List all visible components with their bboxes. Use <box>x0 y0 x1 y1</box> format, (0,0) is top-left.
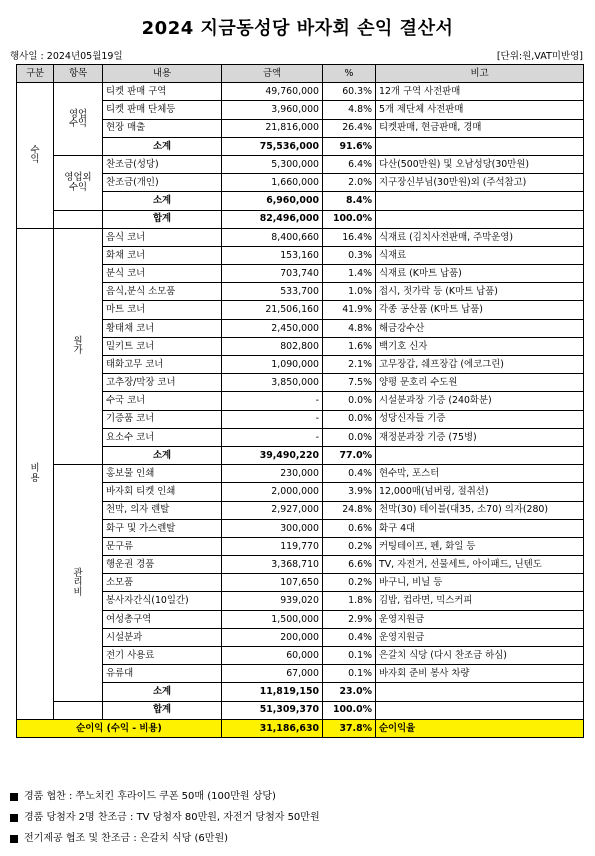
item-remark: 재정분과장 기증 (75병) <box>376 428 584 446</box>
subtotal-percent: 91.6% <box>323 137 376 155</box>
income-subtotal-row <box>17 192 584 210</box>
cost-row <box>17 337 584 355</box>
group-sales: 영업 수익 <box>54 83 103 156</box>
admin-subtotal-row <box>17 683 584 701</box>
note-item <box>10 828 320 849</box>
table-header <box>17 65 584 83</box>
admin-row <box>17 556 584 574</box>
item-percent: 1.0% <box>323 283 376 301</box>
item-percent: 60.3% <box>323 83 376 101</box>
cost-row <box>17 228 584 246</box>
income-row <box>17 83 584 101</box>
item-amount: 533,700 <box>222 283 323 301</box>
item-name: 홍보물 인쇄 <box>103 465 222 483</box>
expense-total-row <box>17 701 584 719</box>
item-remark: 각종 공산품 (K마트 납품) <box>376 301 584 319</box>
item-percent: 3.9% <box>323 483 376 501</box>
item-remark: 다산(500만원) 및 오남성당(30만원) <box>376 155 584 173</box>
subtotal-remark <box>376 446 584 464</box>
item-amount: 153,160 <box>222 246 323 264</box>
note-text: 전기제공 협조 및 찬조금 : 은갈치 식당 (6만원) <box>24 833 229 844</box>
item-percent: 6.4% <box>323 155 376 173</box>
item-amount: 3,960,000 <box>222 101 323 119</box>
profit-amount: 31,186,630 <box>222 719 323 737</box>
subtotal-remark <box>376 137 584 155</box>
total-percent: 100.0% <box>323 210 376 228</box>
total-percent: 100.0% <box>323 701 376 719</box>
item-percent: 0.1% <box>323 665 376 683</box>
admin-row <box>17 537 584 555</box>
admin-row <box>17 610 584 628</box>
subtotal-label: 소계 <box>103 192 222 210</box>
section-income: 수 익 <box>17 83 54 229</box>
item-name: 티켓 판매 구역 <box>103 83 222 101</box>
subtotal-amount: 11,819,150 <box>222 683 323 701</box>
cost-row <box>17 301 584 319</box>
item-name: 화채 코너 <box>103 246 222 264</box>
admin-row <box>17 574 584 592</box>
item-percent: 24.8% <box>323 501 376 519</box>
total-label: 합계 <box>103 210 222 228</box>
subtotal-amount: 39,490,220 <box>222 446 323 464</box>
item-amount: 67,000 <box>222 665 323 683</box>
item-remark: 김밥, 컵라면, 믹스커피 <box>376 592 584 610</box>
item-remark: 시설분과장 기증 (240화분) <box>376 392 584 410</box>
subtotal-percent: 77.0% <box>323 446 376 464</box>
item-remark: 고무장갑, 쉐프장갑 (에코그린) <box>376 356 584 374</box>
item-amount: 230,000 <box>222 465 323 483</box>
item-name: 시설분과 <box>103 628 222 646</box>
total-remark <box>376 210 584 228</box>
bullet-square-icon <box>10 814 18 822</box>
income-row <box>17 155 584 173</box>
item-remark: 지구장신부님(30만원)외 (주석참고) <box>376 174 584 192</box>
item-percent: 0.0% <box>323 392 376 410</box>
item-amount: 1,660,000 <box>222 174 323 192</box>
item-name: 음식 코너 <box>103 228 222 246</box>
item-amount: - <box>222 428 323 446</box>
item-percent: 4.8% <box>323 101 376 119</box>
item-remark: 커팅테이프, 펜, 화일 등 <box>376 537 584 555</box>
net-profit-row <box>17 719 584 737</box>
item-name: 천막, 의자 렌탈 <box>103 501 222 519</box>
item-name: 행운권 경품 <box>103 556 222 574</box>
item-amount: 2,000,000 <box>222 483 323 501</box>
item-percent: 0.4% <box>323 465 376 483</box>
admin-row <box>17 592 584 610</box>
admin-row <box>17 501 584 519</box>
item-percent: 0.6% <box>323 519 376 537</box>
profit-remark: 순이익율 <box>376 719 584 737</box>
item-remark: 티켓판매, 현금판매, 경매 <box>376 119 584 137</box>
group-cost: 원 가 <box>54 228 103 464</box>
item-remark: 12,000매(넘버링, 절취선) <box>376 483 584 501</box>
item-name: 음식,분식 소모품 <box>103 283 222 301</box>
item-name: 기증품 코너 <box>103 410 222 428</box>
item-remark: 현수막, 포스터 <box>376 465 584 483</box>
settlement-table <box>16 64 584 738</box>
item-remark: 바구니, 비닐 등 <box>376 574 584 592</box>
item-remark: 해금강수산 <box>376 319 584 337</box>
item-name: 찬조금(개인) <box>103 174 222 192</box>
income-row <box>17 174 584 192</box>
item-name: 황태채 코너 <box>103 319 222 337</box>
cost-row <box>17 356 584 374</box>
subtotal-remark <box>376 192 584 210</box>
subtotal-percent: 23.0% <box>323 683 376 701</box>
income-total-row <box>17 210 584 228</box>
subtotal-label: 소계 <box>103 683 222 701</box>
item-amount: 2,450,000 <box>222 319 323 337</box>
item-amount: 939,020 <box>222 592 323 610</box>
column-header: 구분 <box>17 65 54 83</box>
footnotes <box>10 786 320 849</box>
item-name: 화구 및 가스렌탈 <box>103 519 222 537</box>
admin-row <box>17 465 584 483</box>
item-amount: - <box>222 410 323 428</box>
item-remark: TV, 자전거, 선물세트, 아이패드, 닌텐도 <box>376 556 584 574</box>
subtotal-percent: 8.4% <box>323 192 376 210</box>
item-amount: 60,000 <box>222 647 323 665</box>
item-name: 티켓 판매 단체등 <box>103 101 222 119</box>
item-remark: 접시, 젓가락 등 (K마트 납품) <box>376 283 584 301</box>
item-amount: 8,400,660 <box>222 228 323 246</box>
page-title: 2024 지금동성당 바자회 손익 결산서 <box>141 18 454 39</box>
item-name: 분식 코너 <box>103 265 222 283</box>
total-spacer <box>54 210 103 228</box>
item-percent: 16.4% <box>323 228 376 246</box>
cost-row <box>17 374 584 392</box>
subtotal-amount: 75,536,000 <box>222 137 323 155</box>
item-remark: 은갈치 식당 (다시 찬조금 하심) <box>376 647 584 665</box>
section-expense: 비 용 <box>17 228 54 719</box>
total-amount: 51,309,370 <box>222 701 323 719</box>
item-percent: 41.9% <box>323 301 376 319</box>
item-name: 바자회 티켓 인쇄 <box>103 483 222 501</box>
item-name: 밀키트 코너 <box>103 337 222 355</box>
item-amount: 107,650 <box>222 574 323 592</box>
item-amount: 3,368,710 <box>222 556 323 574</box>
item-remark: 성당신자들 기증 <box>376 410 584 428</box>
income-row <box>17 101 584 119</box>
note-item <box>10 786 320 807</box>
item-amount: 300,000 <box>222 519 323 537</box>
item-percent: 6.6% <box>323 556 376 574</box>
item-remark: 운영지원금 <box>376 610 584 628</box>
profit-percent: 37.8% <box>323 719 376 737</box>
cost-subtotal-row <box>17 446 584 464</box>
item-percent: 0.4% <box>323 628 376 646</box>
note-text: 경품 당첨자 2명 찬조금 : TV 당첨자 80만원, 자전거 당첨자 50만원 <box>24 812 320 823</box>
subtotal-remark <box>376 683 584 701</box>
subtotal-amount: 6,960,000 <box>222 192 323 210</box>
item-name: 찬조금(성당) <box>103 155 222 173</box>
profit-label: 순이익 (수익 - 비용) <box>17 719 222 737</box>
item-amount: 21,816,000 <box>222 119 323 137</box>
item-percent: 2.0% <box>323 174 376 192</box>
item-percent: 0.0% <box>323 428 376 446</box>
column-header: 항목 <box>54 65 103 83</box>
income-row <box>17 119 584 137</box>
cost-row <box>17 246 584 264</box>
event-date: 행사일 : 2024년05월19일 <box>10 51 123 62</box>
item-amount: 49,760,000 <box>222 83 323 101</box>
column-header: 비고 <box>376 65 584 83</box>
item-percent: 0.1% <box>323 647 376 665</box>
item-percent: 26.4% <box>323 119 376 137</box>
bullet-square-icon <box>10 793 18 801</box>
item-amount: 2,927,000 <box>222 501 323 519</box>
item-name: 여성총구역 <box>103 610 222 628</box>
admin-row <box>17 519 584 537</box>
item-name: 소모품 <box>103 574 222 592</box>
item-remark: 5개 제단체 사전판매 <box>376 101 584 119</box>
item-name: 봉사자간식(10일간) <box>103 592 222 610</box>
item-name: 고추장/막장 코너 <box>103 374 222 392</box>
column-header: % <box>323 65 376 83</box>
item-amount: 1,090,000 <box>222 356 323 374</box>
bullet-square-icon <box>10 835 18 843</box>
total-amount: 82,496,000 <box>222 210 323 228</box>
item-amount: 200,000 <box>222 628 323 646</box>
item-amount: 21,506,160 <box>222 301 323 319</box>
cost-row <box>17 283 584 301</box>
item-name: 마트 코너 <box>103 301 222 319</box>
cost-row <box>17 319 584 337</box>
total-label: 합계 <box>103 701 222 719</box>
item-percent: 0.0% <box>323 410 376 428</box>
item-percent: 0.3% <box>323 246 376 264</box>
unit-note: [단위:원,VAT미반영] <box>496 51 583 62</box>
item-name: 유류대 <box>103 665 222 683</box>
item-percent: 2.1% <box>323 356 376 374</box>
item-amount: - <box>222 392 323 410</box>
item-amount: 3,850,000 <box>222 374 323 392</box>
admin-row <box>17 483 584 501</box>
cost-row <box>17 428 584 446</box>
cost-row <box>17 265 584 283</box>
group-admin: 관 리 비 <box>54 465 103 701</box>
item-percent: 1.4% <box>323 265 376 283</box>
subtotal-label: 소계 <box>103 137 222 155</box>
item-name: 요소수 코너 <box>103 428 222 446</box>
item-remark: 천막(30) 테이블(대35, 소70) 의자(280) <box>376 501 584 519</box>
item-percent: 0.2% <box>323 574 376 592</box>
item-percent: 4.8% <box>323 319 376 337</box>
item-remark: 화구 4대 <box>376 519 584 537</box>
item-remark: 양평 문호리 수도원 <box>376 374 584 392</box>
item-percent: 0.2% <box>323 537 376 555</box>
item-remark: 식재료 <box>376 246 584 264</box>
admin-row <box>17 647 584 665</box>
cost-row <box>17 410 584 428</box>
column-header: 금액 <box>222 65 323 83</box>
group-nonop: 영업외 수익 <box>54 155 103 210</box>
note-text: 경품 협찬 : 쭈노치킨 후라이드 쿠폰 50매 (100만원 상당) <box>24 791 276 802</box>
item-percent: 1.8% <box>323 592 376 610</box>
note-item <box>10 807 320 828</box>
item-amount: 5,300,000 <box>222 155 323 173</box>
item-percent: 2.9% <box>323 610 376 628</box>
item-percent: 1.6% <box>323 337 376 355</box>
total-spacer <box>54 701 103 719</box>
total-remark <box>376 701 584 719</box>
item-remark: 바자회 준비 봉사 차량 <box>376 665 584 683</box>
item-percent: 7.5% <box>323 374 376 392</box>
subtotal-label: 소계 <box>103 446 222 464</box>
item-name: 태화고무 코너 <box>103 356 222 374</box>
admin-row <box>17 665 584 683</box>
item-remark: 12개 구역 사전판매 <box>376 83 584 101</box>
item-name: 현장 매출 <box>103 119 222 137</box>
income-subtotal-row <box>17 137 584 155</box>
item-name: 전기 사용료 <box>103 647 222 665</box>
item-name: 문구류 <box>103 537 222 555</box>
item-remark: 백기호 신자 <box>376 337 584 355</box>
item-name: 수국 코너 <box>103 392 222 410</box>
item-amount: 1,500,000 <box>222 610 323 628</box>
cost-row <box>17 392 584 410</box>
item-remark: 식재료 (K마트 납품) <box>376 265 584 283</box>
item-amount: 802,800 <box>222 337 323 355</box>
item-amount: 119,770 <box>222 537 323 555</box>
column-header: 내용 <box>103 65 222 83</box>
item-remark: 운영지원금 <box>376 628 584 646</box>
admin-row <box>17 628 584 646</box>
item-remark: 식재료 (김치사전판매, 주막운영) <box>376 228 584 246</box>
item-amount: 703,740 <box>222 265 323 283</box>
